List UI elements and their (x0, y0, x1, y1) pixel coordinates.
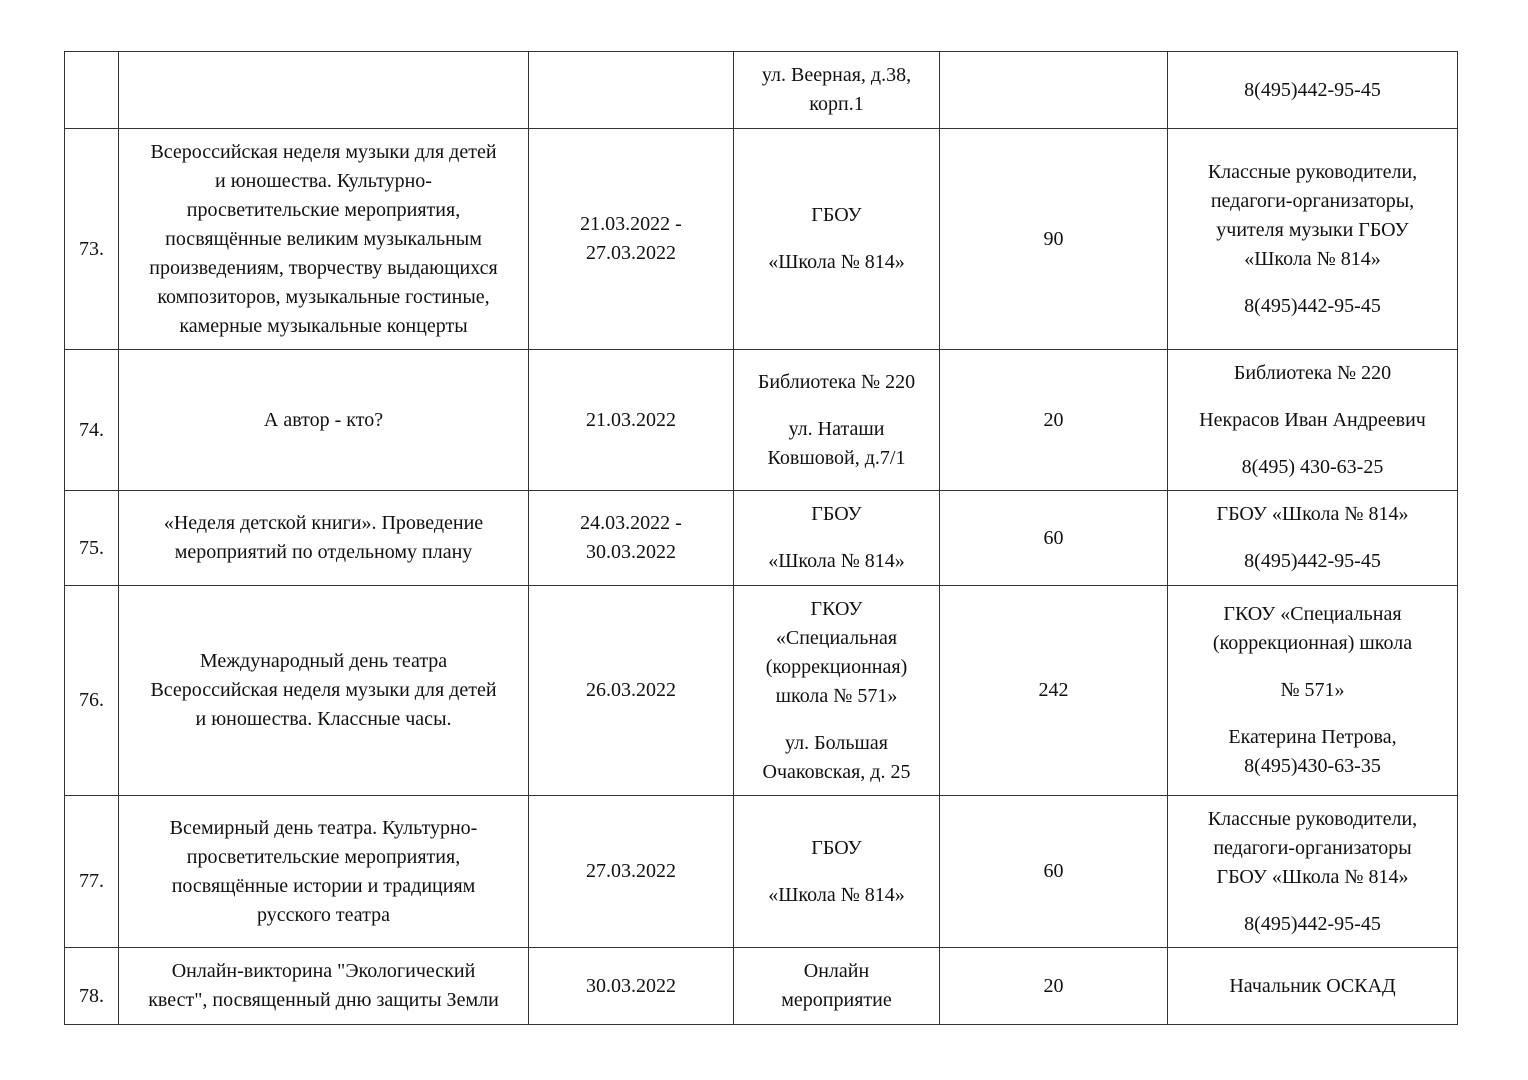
table-row (65, 491, 1458, 586)
event-dates (529, 210, 733, 268)
event-place-line: школа № 571» (775, 684, 898, 707)
row-number: 78. (79, 984, 104, 1007)
event-dates-cell (529, 491, 734, 586)
responsible-paragraph (1199, 406, 1426, 435)
row-number-cell (65, 948, 119, 1025)
event-date-line: 26.03.2022 (586, 679, 676, 701)
responsible-line: 8(495)442-95-45 (1244, 550, 1381, 572)
responsible-paragraph (1280, 676, 1344, 705)
event-place (734, 595, 939, 787)
responsible-line: 8(495)430-63-35 (1244, 755, 1381, 777)
responsible-line: 8(495) 430-63-25 (1241, 455, 1384, 478)
event-name-line: посвящённые великим музыкальным (165, 227, 482, 250)
row-number-wrap (65, 962, 118, 1011)
event-dates-cell (529, 948, 734, 1025)
row-number: 76. (79, 689, 104, 711)
event-name (119, 814, 528, 930)
participants-count-cell (940, 129, 1168, 350)
event-name (119, 647, 528, 734)
responsible-paragraph (1229, 972, 1395, 1001)
event-place-paragraph (758, 368, 915, 397)
event-dates (529, 676, 733, 705)
event-place-paragraph (762, 61, 911, 119)
participants-count: 20 (1043, 408, 1064, 431)
event-place-cell (734, 586, 940, 796)
event-name (119, 406, 528, 435)
event-name-line: Онлайн-викторина "Экологический (171, 960, 476, 982)
row-number-wrap (65, 666, 118, 715)
row-number: 75. (79, 536, 104, 559)
responsible-line: ГБОУ «Школа № 814» (1216, 503, 1409, 525)
event-name-line: просветительские мероприятия, (186, 198, 461, 221)
event-name-cell (119, 948, 529, 1025)
responsible-line: ГБОУ «Школа № 814» (1216, 865, 1409, 888)
event-name-line: «Неделя детской книги». Проведение (163, 512, 484, 534)
responsible-line: Библиотека № 220 (1233, 361, 1392, 384)
events-table (64, 51, 1458, 1025)
responsible-cell (1168, 350, 1458, 491)
participants-count-wrap (940, 524, 1167, 553)
participants-count-cell (940, 491, 1168, 586)
event-name-line: посвящённые истории и традициям (171, 874, 476, 897)
event-name-line: просветительские мероприятия, (186, 845, 461, 868)
event-place-paragraph (811, 201, 861, 230)
event-dates (529, 406, 733, 435)
responsible (1168, 76, 1457, 105)
table-row (65, 586, 1458, 796)
event-name-line: Всемирный день театра. Культурно- (169, 816, 478, 839)
event-date-line: 21.03.2022 (586, 408, 676, 431)
participants-count: 60 (1043, 860, 1064, 882)
event-place-line: «Школа № 814» (768, 251, 905, 273)
responsible-line: учителя музыки ГБОУ (1216, 218, 1409, 241)
event-place (734, 957, 939, 1015)
event-place-paragraph (811, 500, 861, 529)
responsible-cell (1168, 586, 1458, 796)
participants-count-cell (940, 796, 1168, 948)
event-dates-cell (529, 586, 734, 796)
row-number-cell (65, 129, 119, 350)
row-number-cell (65, 491, 119, 586)
event-dates-cell (529, 52, 734, 129)
event-name-line: произведениям, творчеству выдающихся (149, 256, 498, 279)
event-date-line: 27.03.2022 (586, 860, 676, 882)
responsible-paragraph (1208, 805, 1417, 892)
responsible-line: Екатерина Петрова, (1228, 726, 1397, 748)
responsible-paragraph (1244, 547, 1381, 576)
event-place-cell (734, 796, 940, 948)
table-row (65, 796, 1458, 948)
participants-count: 242 (1038, 679, 1069, 701)
event-name-cell (119, 129, 529, 350)
event-place-line: ул. Большая (785, 731, 888, 754)
event-name (119, 509, 528, 567)
event-place-cell (734, 52, 940, 129)
row-number-cell (65, 586, 119, 796)
participants-count-cell (940, 350, 1168, 491)
participants-count: 60 (1043, 526, 1064, 549)
participants-count: 90 (1043, 227, 1064, 250)
event-name (119, 957, 528, 1015)
table-row (65, 52, 1458, 129)
responsible-line: педагоги-организаторы, (1210, 189, 1415, 212)
row-number-cell (65, 796, 119, 948)
participants-count-cell (940, 948, 1168, 1025)
responsible-cell (1168, 491, 1458, 586)
event-place-paragraph (768, 547, 905, 576)
responsible-paragraph (1244, 292, 1381, 321)
event-place (734, 834, 939, 910)
responsible-paragraph (1244, 910, 1381, 939)
table-row (65, 350, 1458, 491)
responsible-line: Классные руководители, (1207, 160, 1418, 183)
event-name-cell (119, 491, 529, 586)
event-name-line: Всероссийская неделя музыки для детей (150, 140, 497, 163)
row-number-wrap (65, 215, 118, 264)
responsible-line: Классные руководители, (1207, 807, 1418, 830)
participants-count-cell (940, 52, 1168, 129)
responsible-line: педагоги-организаторы (1213, 836, 1412, 859)
participants-count-cell (940, 586, 1168, 796)
event-dates (529, 857, 733, 886)
event-place-paragraph (768, 415, 906, 473)
participants-count-wrap (940, 676, 1167, 705)
event-date-line: 30.03.2022 (586, 541, 676, 563)
event-place-cell (734, 491, 940, 586)
row-number: 74. (79, 418, 104, 441)
responsible (1168, 972, 1457, 1001)
responsible-cell (1168, 52, 1458, 129)
responsible (1168, 600, 1457, 781)
responsible-line: Начальник ОСКАД (1229, 974, 1396, 997)
event-place-paragraph (768, 881, 905, 910)
event-name-line: и юношества. Классные часы. (195, 708, 452, 730)
event-name-cell (119, 52, 529, 129)
event-place (734, 500, 939, 576)
event-name-line: мероприятий по отдельному плану (174, 541, 473, 563)
row-number: 73. (79, 237, 104, 260)
responsible-cell (1168, 948, 1458, 1025)
event-place-line: «Школа № 814» (768, 550, 905, 572)
responsible-paragraph (1234, 359, 1391, 388)
event-name-line: Всероссийская неделя музыки для детей (150, 679, 497, 701)
event-name (119, 138, 528, 341)
event-place-cell (734, 948, 940, 1025)
responsible-line: ГКОУ «Специальная (1223, 603, 1402, 625)
event-dates-cell (529, 796, 734, 948)
event-place (734, 201, 939, 277)
participants-count-wrap (940, 406, 1167, 435)
responsible (1168, 359, 1457, 482)
participants-count-wrap (940, 972, 1167, 1001)
event-place-paragraph (811, 834, 861, 863)
event-name-line: А автор - кто? (263, 408, 384, 431)
event-name-cell (119, 350, 529, 491)
event-date-line: 30.03.2022 (586, 974, 676, 997)
event-place-line: Очаковская, д. 25 (762, 760, 911, 783)
event-dates-cell (529, 129, 734, 350)
event-dates (529, 509, 733, 567)
event-place-paragraph (768, 248, 905, 277)
event-place-line: ГБОУ (811, 503, 862, 525)
event-place-line: корп.1 (809, 93, 864, 115)
event-place-paragraph (763, 729, 911, 787)
responsible-paragraph (1217, 500, 1409, 529)
event-place-line: «Школа № 814» (768, 883, 905, 906)
event-place-cell (734, 350, 940, 491)
responsible-paragraph (1213, 600, 1412, 658)
row-number-wrap (65, 514, 118, 563)
event-name-line: Международный день театра (199, 650, 448, 672)
event-name-line: русского театра (257, 903, 390, 926)
responsible (1168, 500, 1457, 576)
event-place-line: мероприятие (781, 989, 892, 1011)
table-row (65, 129, 1458, 350)
event-place-line: Библиотека № 220 (757, 370, 916, 393)
event-place-line: ул. Наташи (788, 417, 885, 440)
event-name-cell (119, 586, 529, 796)
participants-count-wrap (940, 225, 1167, 254)
row-number-wrap (65, 847, 118, 896)
event-date-line: 27.03.2022 (586, 242, 676, 264)
responsible-line: (коррекционная) школа (1212, 632, 1413, 654)
event-place-paragraph (766, 595, 908, 711)
responsible-line: 8(495)442-95-45 (1244, 78, 1381, 101)
row-number: 77. (79, 870, 104, 892)
responsible (1168, 805, 1457, 939)
responsible (1168, 158, 1457, 321)
responsible-line: 8(495)442-95-45 (1244, 912, 1381, 935)
event-place-line: Онлайн (803, 960, 870, 982)
responsible-line: 8(495)442-95-45 (1244, 294, 1381, 317)
table-row (65, 948, 1458, 1025)
event-name-line: и юношества. Культурно- (215, 169, 432, 192)
event-place-line: (коррекционная) (765, 655, 908, 678)
participants-count: 20 (1043, 974, 1064, 997)
responsible-paragraph (1242, 453, 1384, 482)
event-place-line: «Специальная (775, 626, 898, 649)
row-number-wrap (65, 80, 118, 100)
event-place (734, 368, 939, 473)
responsible-line: «Школа № 814» (1244, 247, 1381, 270)
event-name-line: квест", посвященный дню защиты Земли (148, 989, 499, 1011)
responsible-line: № 571» (1280, 679, 1345, 701)
event-place-line: ГКОУ (810, 597, 863, 620)
event-place-line: ГБОУ (811, 836, 862, 859)
responsible-cell (1168, 129, 1458, 350)
responsible-paragraph (1244, 76, 1381, 105)
participants-count-wrap (940, 857, 1167, 886)
event-place-paragraph (781, 957, 891, 1015)
event-name-cell (119, 796, 529, 948)
responsible-paragraph (1228, 723, 1396, 781)
event-dates-cell (529, 350, 734, 491)
row-number-cell (65, 350, 119, 491)
event-date-line: 24.03.2022 - (580, 512, 682, 534)
event-place-line: Ковшовой, д.7/1 (767, 446, 906, 469)
event-place-line: ГБОУ (811, 204, 862, 226)
event-place-cell (734, 129, 940, 350)
responsible-line: Некрасов Иван Андреевич (1199, 408, 1426, 431)
event-name-line: камерные музыкальные концерты (179, 314, 468, 337)
event-date-line: 21.03.2022 - (580, 213, 682, 235)
event-place-line: ул. Веерная, д.38, (761, 64, 912, 86)
event-place (734, 61, 939, 119)
responsible-paragraph (1208, 158, 1417, 274)
row-number-wrap (65, 396, 118, 445)
responsible-cell (1168, 796, 1458, 948)
event-name-line: композиторов, музыкальные гостиные, (157, 285, 490, 308)
row-number-cell (65, 52, 119, 129)
event-dates (529, 972, 733, 1001)
